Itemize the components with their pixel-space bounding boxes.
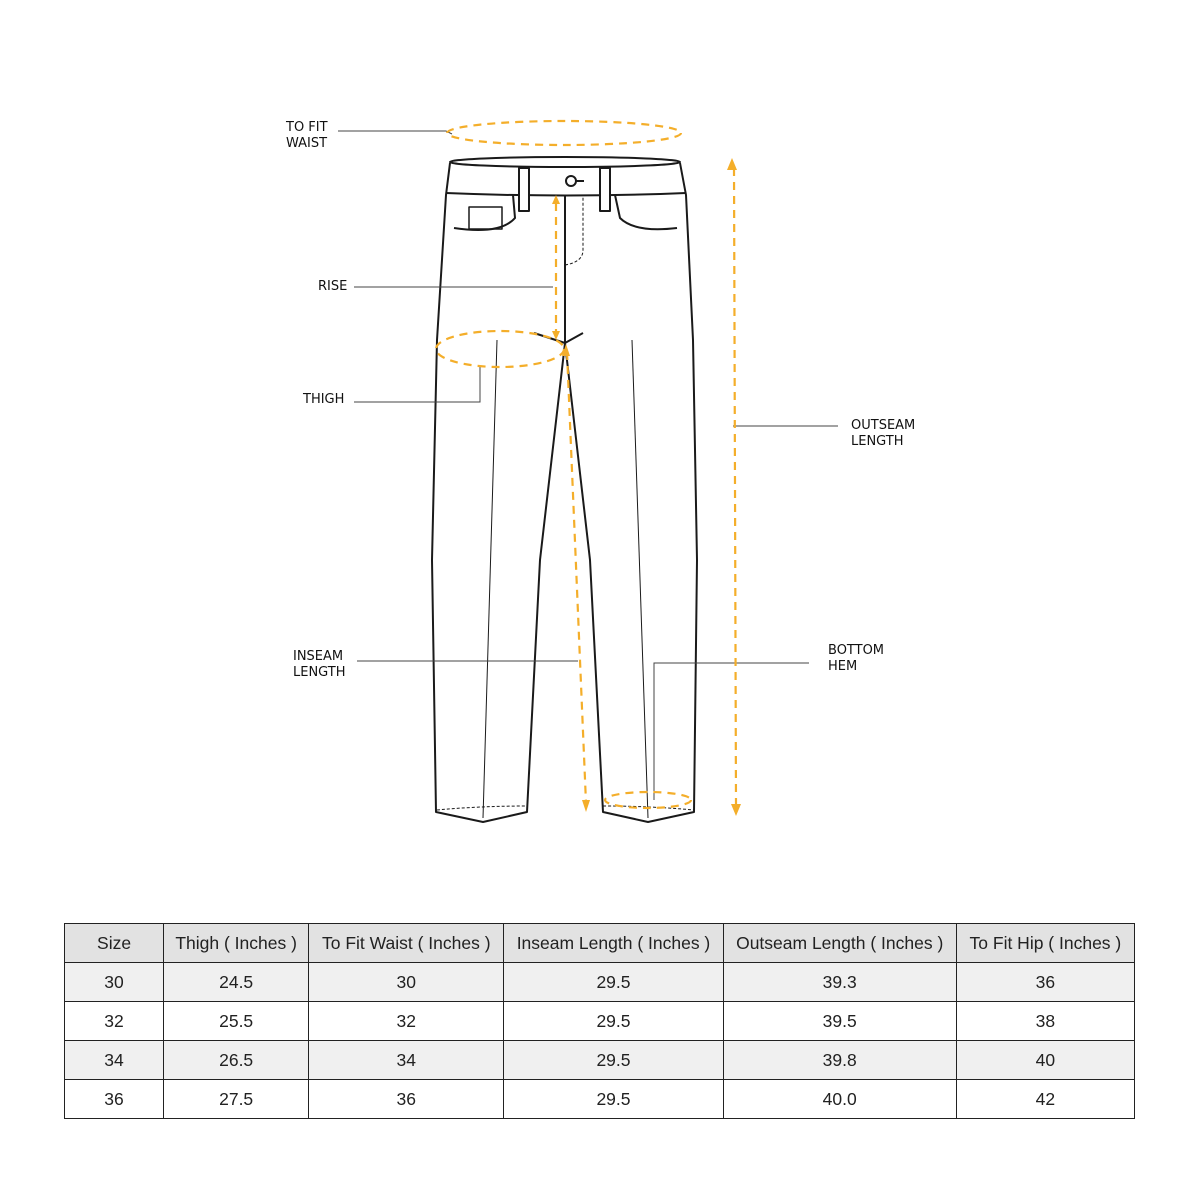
table-cell: 39.3	[723, 963, 956, 1002]
table-cell: 29.5	[504, 1041, 723, 1080]
table-cell: 32	[309, 1002, 504, 1041]
arrow-heads	[552, 158, 741, 816]
leader-lines	[338, 131, 838, 800]
measurement-markers	[436, 121, 736, 808]
waist-measure	[447, 121, 681, 145]
table-row	[65, 1002, 1135, 1041]
table-cell: 27.5	[164, 1080, 309, 1119]
table-cell: 30	[309, 963, 504, 1002]
table-cell: 32	[65, 1002, 164, 1041]
inseam-measure	[567, 352, 586, 803]
label-bottom-hem: BOTTOM HEM	[828, 643, 885, 674]
table-cell: 26.5	[164, 1041, 309, 1080]
header-cell: Size	[65, 924, 164, 963]
label-outseam: OUTSEAM LENGTH	[851, 418, 916, 449]
label-waist: TO FIT WAIST	[286, 120, 328, 151]
table-header-row	[65, 924, 1135, 963]
table-cell: 36	[65, 1080, 164, 1119]
table-cell: 34	[65, 1041, 164, 1080]
table-cell: 40.0	[723, 1080, 956, 1119]
table-cell: 39.8	[723, 1041, 956, 1080]
table-row	[65, 963, 1135, 1002]
label-inseam: INSEAM LENGTH	[293, 649, 346, 680]
header-cell: Thigh ( Inches )	[164, 924, 309, 963]
table-cell: 30	[65, 963, 164, 1002]
outseam-measure	[734, 168, 736, 806]
table-cell: 29.5	[504, 1002, 723, 1041]
label-rise: RISE	[318, 279, 348, 294]
label-thigh: THIGH	[303, 392, 345, 407]
table-row	[65, 1080, 1135, 1119]
table-cell: 39.5	[723, 1002, 956, 1041]
table-cell: 36	[309, 1080, 504, 1119]
table-cell: 25.5	[164, 1002, 309, 1041]
table-cell: 29.5	[504, 1080, 723, 1119]
size-table	[64, 923, 1135, 1119]
table-cell: 29.5	[504, 963, 723, 1002]
header-cell: Inseam Length ( Inches )	[504, 924, 723, 963]
table-cell: 42	[956, 1080, 1134, 1119]
header-cell: Outseam Length ( Inches )	[723, 924, 956, 963]
table-cell: 40	[956, 1041, 1134, 1080]
table-cell: 34	[309, 1041, 504, 1080]
table-cell: 24.5	[164, 963, 309, 1002]
header-cell: To Fit Hip ( Inches )	[956, 924, 1134, 963]
table-cell: 36	[956, 963, 1134, 1002]
thigh-measure	[436, 331, 564, 367]
table-row	[65, 1041, 1135, 1080]
pants-outline	[432, 157, 697, 822]
header-cell: To Fit Waist ( Inches )	[309, 924, 504, 963]
table-cell: 38	[956, 1002, 1134, 1041]
